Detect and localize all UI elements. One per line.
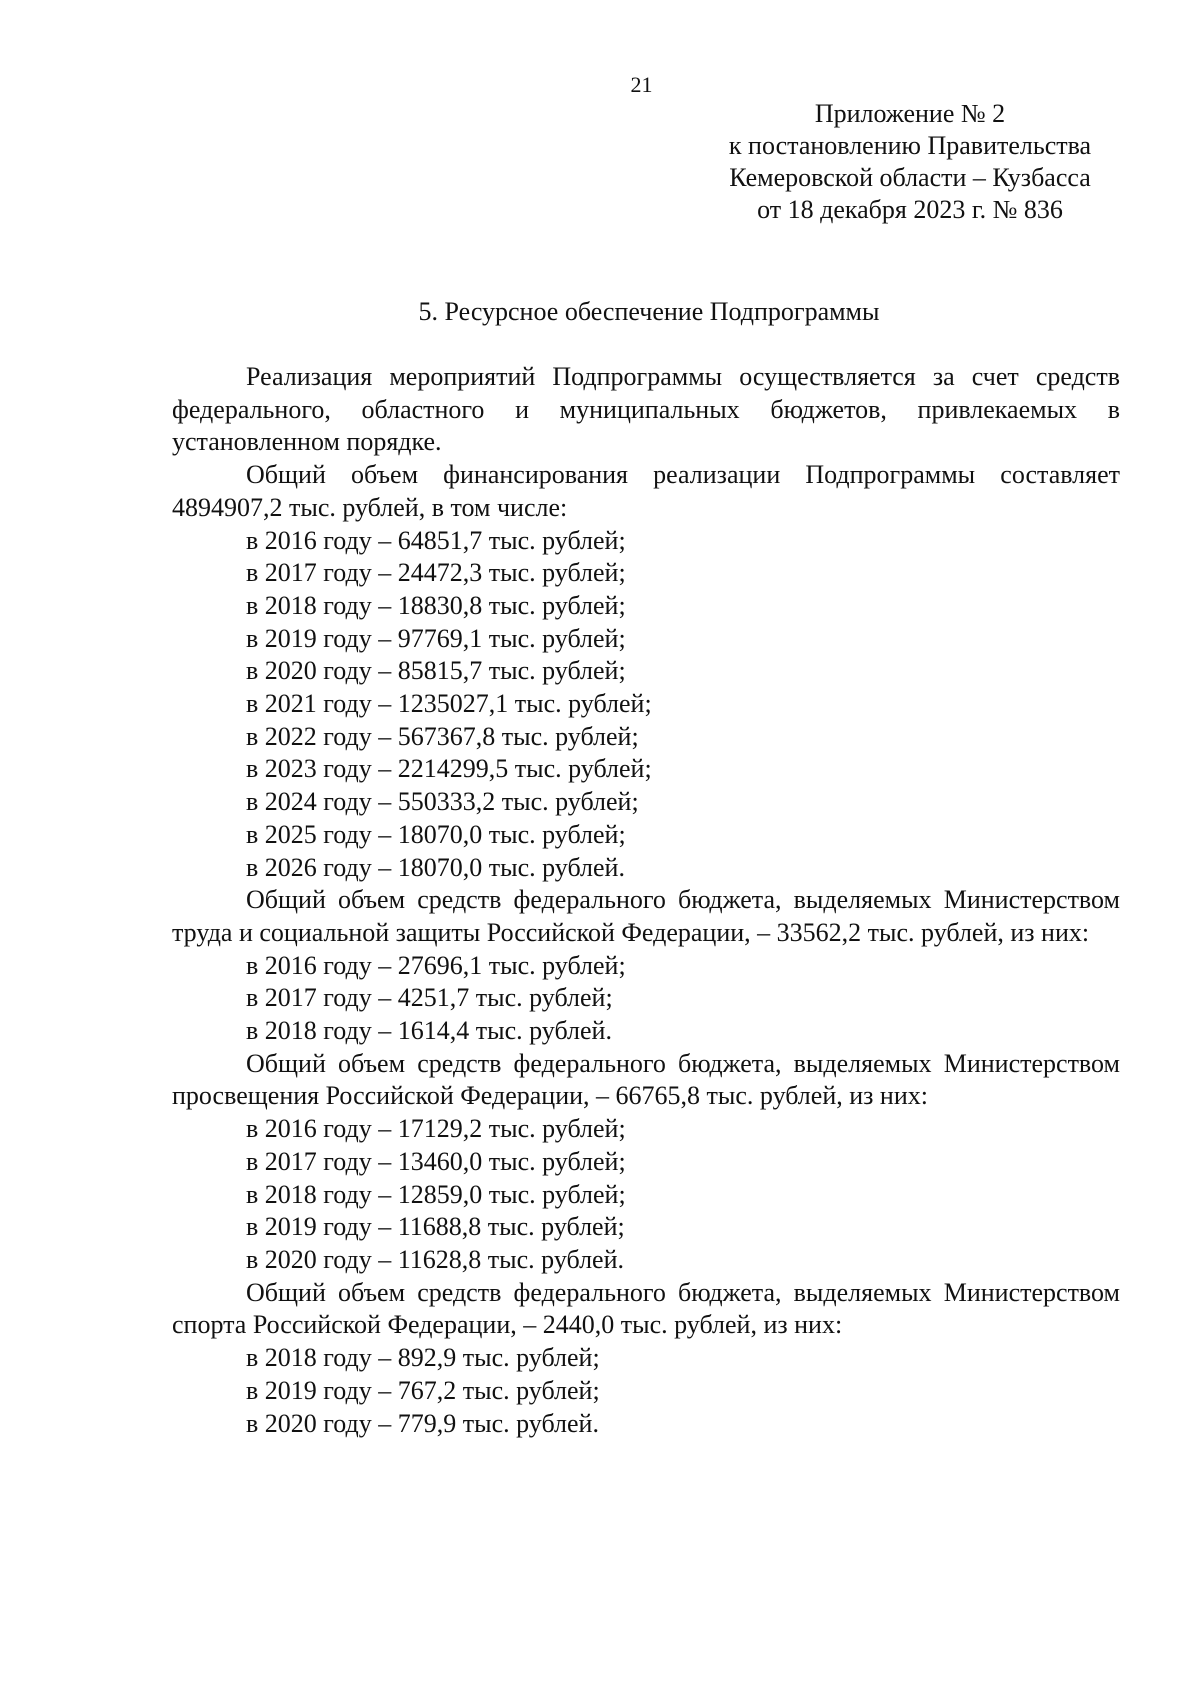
sport-ministry-list	[172, 1342, 1120, 1440]
list-item: в 2016 году – 27696,1 тыс. рублей;	[246, 950, 626, 980]
list-item: в 2020 году – 779,9 тыс. рублей.	[246, 1408, 599, 1438]
section-title: 5. Ресурсное обеспечение Подпрограммы	[418, 297, 880, 326]
list-item: в 2020 году – 85815,7 тыс. рублей;	[246, 656, 626, 686]
list-item: в 2020 году – 11628,8 тыс. рублей.	[246, 1244, 625, 1274]
education-ministry-paragraph: Общий объем средств федерального бюджета, выделяемых Министерством просвещения Российской Федерации, – 66765,8 тыс. рублей, из них:	[172, 1048, 1120, 1111]
appendix-line-2: к постановлению Правительства	[728, 131, 1092, 160]
list-item: в 2021 году – 1235027,1 тыс. рублей;	[246, 689, 652, 719]
list-item: в 2018 году – 892,9 тыс. рублей;	[246, 1343, 600, 1373]
list-item: в 2022 году – 567367,8 тыс. рублей;	[246, 721, 639, 751]
document-body	[172, 361, 1120, 1440]
intro-paragraph: Реализация мероприятий Подпрограммы осуществляется за счет средств федерального, областного и муниципальных бюджетов, привлекаемых в установленном порядке.	[172, 362, 1120, 457]
list-item: в 2026 году – 18070,0 тыс. рублей.	[246, 852, 625, 882]
total-funding-list	[172, 525, 1120, 885]
list-item: в 2019 году – 97769,1 тыс. рублей;	[246, 623, 626, 653]
page-number: 21	[630, 72, 653, 97]
sport-ministry-paragraph: Общий объем средств федерального бюджета, выделяемых Министерством спорта Российской Федерации, – 2440,0 тыс. рублей, из них:	[172, 1277, 1120, 1340]
list-item: в 2017 году – 13460,0 тыс. рублей;	[246, 1146, 626, 1176]
education-ministry-list	[172, 1113, 1120, 1277]
labor-ministry-list	[172, 950, 1120, 1048]
list-item: в 2019 году – 11688,8 тыс. рублей;	[246, 1212, 625, 1242]
list-item: в 2016 году – 17129,2 тыс. рублей;	[246, 1114, 626, 1144]
list-item: в 2024 году – 550333,2 тыс. рублей;	[246, 787, 639, 817]
appendix-header	[690, 98, 1130, 226]
list-item: в 2019 году – 767,2 тыс. рублей;	[246, 1375, 600, 1405]
list-item: в 2018 году – 18830,8 тыс. рублей;	[246, 590, 626, 620]
list-item: в 2018 году – 1614,4 тыс. рублей.	[246, 1016, 612, 1046]
list-item: в 2023 году – 2214299,5 тыс. рублей;	[246, 754, 652, 784]
list-item: в 2018 году – 12859,0 тыс. рублей;	[246, 1179, 626, 1209]
list-item: в 2017 году – 24472,3 тыс. рублей;	[246, 558, 626, 588]
total-funding-paragraph: Общий объем финансирования реализации Подпрограммы составляет 4894907,2 тыс. рублей, в том числе:	[172, 460, 1120, 522]
list-item: в 2016 году – 64851,7 тыс. рублей;	[246, 525, 626, 555]
appendix-line-3: Кемеровской области – Кузбасса	[729, 163, 1091, 192]
labor-ministry-paragraph: Общий объем средств федерального бюджета, выделяемых Министерством труда и социальной защиты Российской Федерации, – 33562,2 тыс. рублей, из них:	[172, 885, 1120, 947]
appendix-line-4: от 18 декабря 2023 г. № 836	[757, 195, 1063, 224]
appendix-line-1: Приложение № 2	[814, 99, 1006, 128]
list-item: в 2017 году – 4251,7 тыс. рублей;	[246, 983, 613, 1013]
list-item: в 2025 году – 18070,0 тыс. рублей;	[246, 819, 626, 849]
